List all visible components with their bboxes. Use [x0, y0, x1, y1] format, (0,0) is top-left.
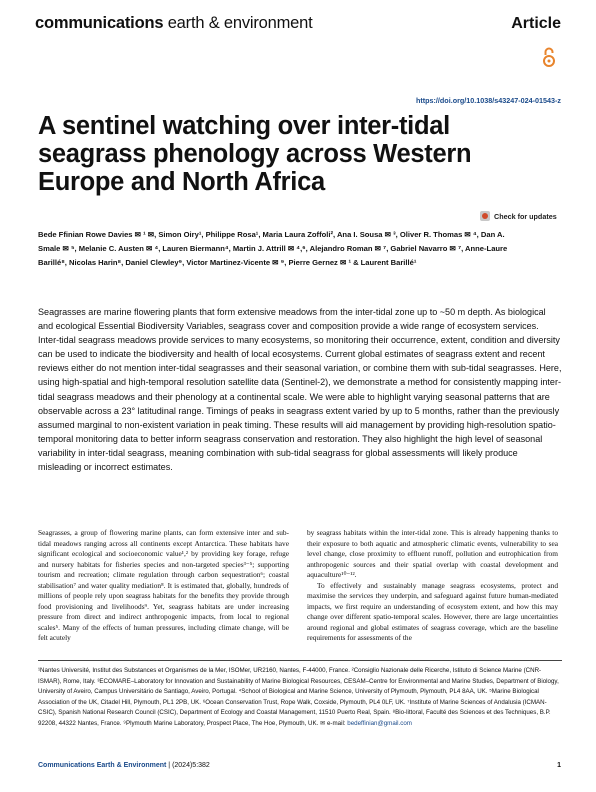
body-column-right [307, 528, 558, 644]
article-type-label: Article [511, 15, 561, 32]
body-paragraph: To effectively and sustainably manage seagrass ecosystems, protect and maximise the services they underpin, and safeguard against future human-mediated impacts, we first require an understanding of ecosystem extent, and how this may change over different spatio-temporal scales. However, there are large uncertainties around regional and global estimates of seagrass coverage, which are the baseline requirements for assessments of the [307, 580, 558, 642]
email-link[interactable]: bedeffinian@gmail.com [347, 719, 412, 727]
doi-link[interactable]: https://doi.org/10.1038/s43247-024-01543-z [415, 96, 561, 105]
abstract: Seagrasses are marine flowering plants that form extensive meadows from the inter-tidal zone up to ~50 m depth. As biological and ecological Essential Biodiversity Variables, seagrass cover and composition provide a wide range of ecosystem services. Inter-tidal seagrass meadows provide services to many ecosystems, so monitoring their occurrence, extent, condition and diversity can be used to indicate the biodiversity and health of local ecosystems. Current global estimates of seagrass extent and recent reviews either do not mention inter-tidal seagrasses and their seasonal variation, or combine them with sub-tidal seagrasses. Here, using high-spatial and high-temporal resolution satellite data (Sentinel-2), we demonstrate a method for consistently mapping inter-tidal seagrass meadows and their phenology at a continental scale. We were able to highlight varying seasonal patterns that are observable across a 23° latitudinal range. Timings of peaks in seagrass extent varied by up to 5 months, rather than the previously assumed marginal to non-existent variation in peak timing. These results will aid management by providing high-resolution spatio-temporal monitoring data to better inform seagrass conservation and restoration. They also highlight the high level of seasonal variability in inter-tidal seagrass, meaning combination with sub-tidal seagrass for global assessments will likely produce misleading or incorrect estimates. [38, 307, 562, 473]
body-paragraph: by seagrass habitats within the inter-tidal zone. This is already happening thanks to their exposure to both aquatic and atmospheric climatic events, vulnerability to sea level change, close proximity to effluent runoff, pollution and eutrophication from anthropogenic sources and their spatial overlap with coastal development and aquaculture¹⁰⁻¹². [307, 528, 558, 579]
page-number: 1 [557, 762, 561, 769]
article-title: A sentinel watching over inter-tidal seagrass phenology across Western Europe and North Africa [38, 112, 472, 196]
email-label: ✉ e-mail: [320, 719, 346, 727]
affiliations-text: ¹Nantes Université, Institut des Substances et Organismes de la Mer, ISOMer, UR2160, Nantes, F-44000, France. ²Consiglio Nazionale delle Ricerche, Istituto di Science Marine (CNR-ISMAR), Rome, Italy. ³ECOMARE–Laboratory for Innovation and Sustainability of Marine Biological Resources, CESAM–Centre for Environmental and Marine Studies, Department of Biology, University of Aveiro, Campus Universitário de Santiago, Aveiro, Portugal. ⁴School of Biological and Marine Science, University of Plymouth, Plymouth, PL4 8AA, UK. ⁵Marine Biological Association of the UK, Citadel Hill, Plymouth, PL1 2PB, UK. ⁶Ocean Conservation Trust, Rope Walk, Coxside, Plymouth, PL4 0LF, UK. ⁷Institute of Marine Sciences of Andalusia (ICMAN-CSIC), Spanish National Research Council (CSIC), Department of Ecology and Coastal Management, 11510 Puerto Real, Spain. ⁸Bio-littoral, Faculté des Sciences et des Techniques, B.P. 92208, 44322 Nantes, France. ⁹Plymouth Marine Laboratory, Prospect Place, The Hoe, Plymouth, UK. [38, 667, 559, 727]
footer-journal: Communications Earth & Environment [38, 762, 167, 769]
footer-citation [38, 762, 210, 769]
check-for-updates-button[interactable] [480, 211, 557, 221]
journal-name-bold: communications [35, 14, 164, 32]
footer-volume: | (2024)5:382 [166, 762, 210, 769]
footnote-divider [38, 660, 562, 661]
check-updates-icon [480, 211, 490, 221]
author-list: Bede Ffinian Rowe Davies ✉ ¹ ✉, Simon Oiry¹, Philippe Rosa¹, Maria Laura Zoffoli², Ana I. Sousa ✉ ³, Oliver R. Thomas ✉ ⁴, Dan A. Smale ✉ ⁵, Melanie C. Austen ✉ ⁴, Lauren Biermann⁴, Martin J. Attrill ✉ ⁴,⁶, Alejandro Roman ✉ ⁷, Gabriel Navarro ✉ ⁷, Anne-Laure Barillé⁸, Nicolas Harin⁸, Daniel Clewley⁹, Victor Martinez-Vicente ✉ ⁹, Pierre Gernez ✉ ¹ & Laurent Barillé¹ [38, 230, 508, 268]
journal-name [35, 14, 312, 33]
journal-name-rest: earth & environment [167, 14, 313, 32]
affiliations [38, 666, 562, 729]
check-updates-label: Check for updates [494, 211, 557, 221]
body-column-left [38, 528, 289, 644]
body-paragraph: Seagrasses, a group of flowering marine plants, can form extensive inter and sub-tidal meadows ranging across all continents except Antarctica. These habitats have significant ecological and socioeconomic value¹,² by providing key forage, refuge and nursery habitats for fisheries species and non-targeted species³⁻⁵; supporting tourism and recreation; climate regulation through carbon sequestration⁶; coastal stabilisation⁷ and water quality mediation⁸. It is estimated that, globally, hundreds of millions of people rely upon seagrass habitats for the benefits they provide through food provisioning and livelihoods⁹. Yet, seagrass habitats are under increasing pressure from direct and indirect anthropogenic impacts, from local to regional scales⁵. Many of the effects of human pressures, including climate change, will be felt acutely [38, 528, 289, 642]
open-access-lock-icon [542, 46, 556, 68]
